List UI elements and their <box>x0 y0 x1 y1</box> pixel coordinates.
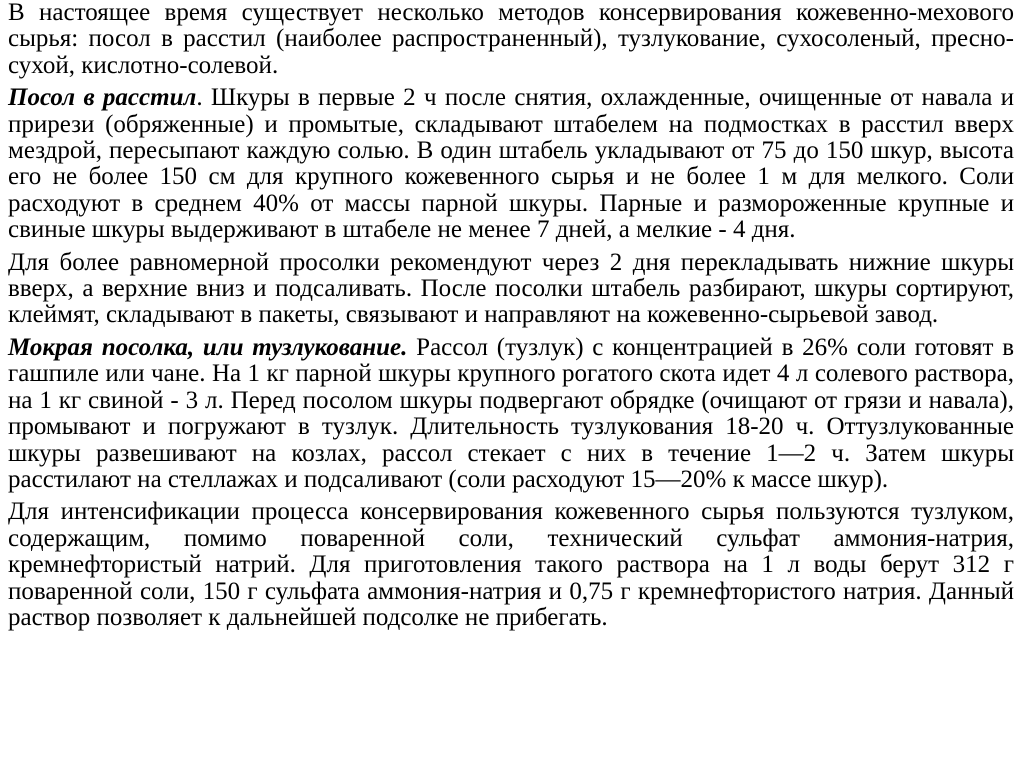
paragraph-text: Для интенсификации процесса консервирования кожевенного сырья пользуются тузлуком, содержащим, помимо поваренной соли, технический сульфат аммония-натрия, кремнефтористый натрий. Для приготовления такого раствора на 1 л воды берут 312 г поваренной соли, 150 г сульфата аммония-натрия и 0,75 г кремнефтористого натрия. Данный раствор позволяет к дальнейшей подсолке не прибегать. <box>8 498 1014 631</box>
paragraph-text: В настоящее время существует несколько методов консервирования кожевенно-мехового сырья: посол в расстил (наиболее распространенный), тузлукование, сухосоленый, пресно-сухой, кислотно-солевой. <box>8 0 1014 79</box>
paragraph-lead-heading: Мокрая посолка, или тузлукование. <box>8 333 408 361</box>
paragraph-uniform-salting <box>8 250 1014 329</box>
paragraph-intro <box>8 0 1014 79</box>
paragraph-dry-salting <box>8 85 1014 243</box>
paragraph-text: Рассол (тузлук) с концентрацией в 26% соли готовят в гашпиле или чане. На 1 кг парной шкуры крупного рогатого скота идет 4 л солевого раствора, на 1 кг свиной - 3 л. Перед посолом шкуры подвергают обрядке (очищают от грязи и навала), промывают и погружают в тузлук. Длительность тузлукования 18-20 ч. Оттузлукованные шкуры развешивают на козлах, рассол стекает с них в течение 1—2 ч. Затем шкуры расстилают на стеллажах и подсаливают (соли расходуют 15—20% к массе шкур). <box>8 333 1014 493</box>
document-page <box>8 0 1014 637</box>
paragraph-text: . Шкуры в первые 2 ч после снятия, охлажденные, очищенные от навала и прирези (обряженные) и промытые, складывают штабелем на подмостках в расстил вверх мездрой, пересыпают каждую солью. В один штабель укладывают от 75 до 150 шкур, высота его не более 150 см для крупного кожевенного сырья и не более 1 м для мелкого. Соли расходуют в среднем 40% от массы парной шкуры. Парные и размороженные крупные и свиные шкуры выдерживают в штабеле не менее 7 дней, а мелкие - 4 дня. <box>8 84 1015 244</box>
paragraph-intensification <box>8 499 1014 631</box>
paragraph-lead-heading: Посол в расстил <box>8 84 197 112</box>
paragraph-brining <box>8 335 1014 493</box>
paragraph-text: Для более равномерной просолки рекомендуют через 2 дня перекладывать нижние шкуры вверх, а верхние вниз и подсаливать. После посолки штабель разбирают, шкуры сортируют, клеймят, складывают в пакеты, связывают и направляют на кожевенно-сырьевой завод. <box>8 248 1014 329</box>
